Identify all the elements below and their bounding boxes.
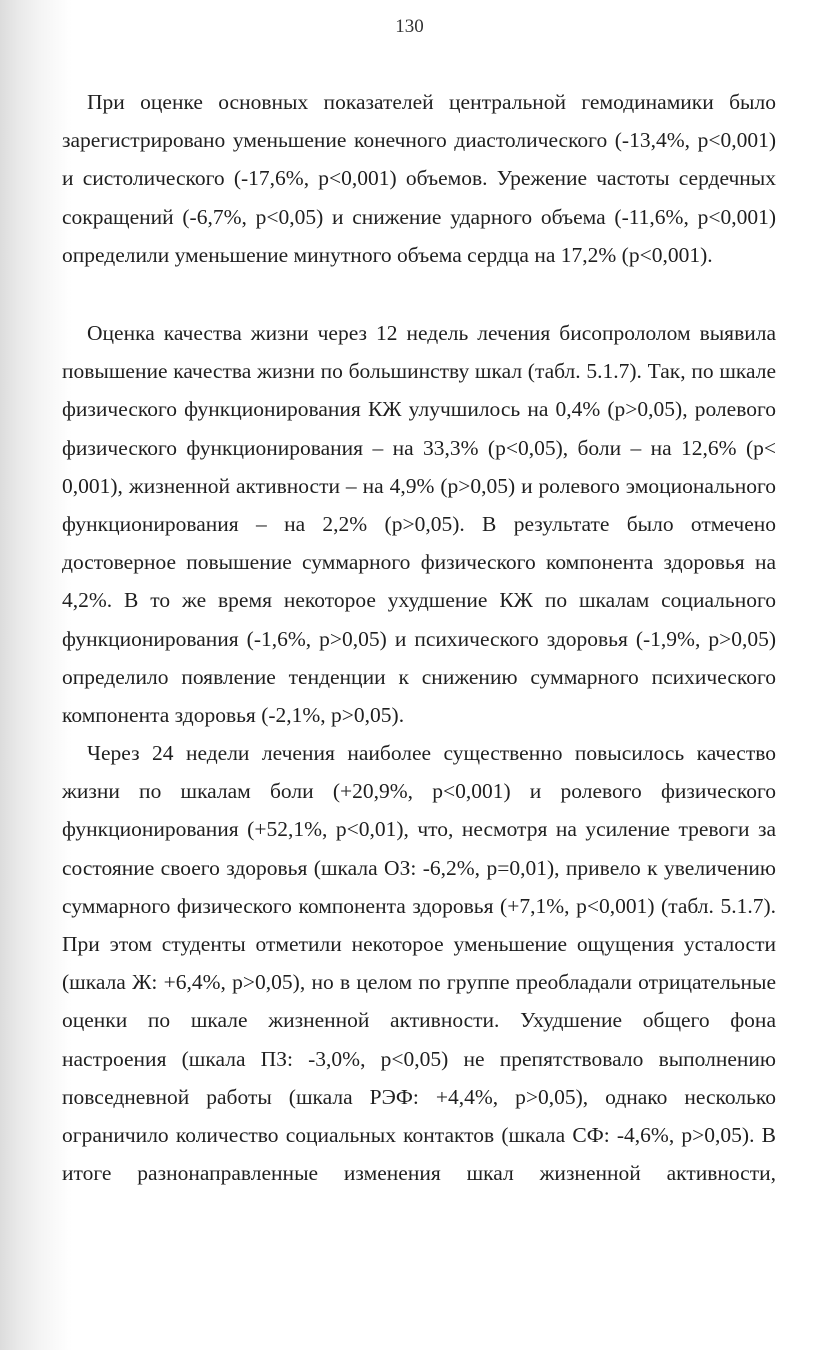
text-line: 4,2%. В то же время некоторое ухудшение КЖ по шкалам социального — [62, 588, 776, 613]
text-line: итоге разнонаправленные изменения шкал жизненной активности, — [62, 1161, 776, 1186]
paragraph-hemodynamics — [62, 83, 776, 274]
text-line: Через 24 недели лечения наиболее существенно повысилось качество — [87, 741, 776, 765]
text-line: состояние своего здоровья (шкала ОЗ: -6,2%, p=0,01), привело к увеличению — [62, 855, 776, 880]
text-line: настроения (шкала ПЗ: -3,0%, p<0,05) не препятствовало выполнению — [62, 1046, 776, 1071]
text-line: Оценка качества жизни через 12 недель лечения бисопрололом выявила — [87, 321, 776, 345]
text-line: 0,001), жизненной активности – на 4,9% (p>0,05) и ролевого эмоционального — [62, 473, 776, 498]
text-line: физического функционирования – на 33,3% (p<0,05), боли – на 12,6% (p< — [62, 435, 776, 460]
page-number: 130 — [395, 16, 424, 37]
text-line: оценки по шкале жизненной активности. Ухудшение общего фона — [62, 1008, 776, 1033]
text-line: жизни по шкалам боли (+20,9%, p<0,001) и ролевого физического — [62, 779, 776, 804]
text-line: и систолического (-17,6%, p<0,001) объемов. Урежение частоты сердечных — [62, 166, 776, 191]
text-line: достоверное повышение суммарного физического компонента здоровья на — [62, 550, 776, 575]
text-line: сокращений (-6,7%, p<0,05) и снижение ударного объема (-11,6%, p<0,001) — [62, 204, 776, 229]
text-line: физического функционирования КЖ улучшилось на 0,4% (p>0,05), ролевого — [62, 397, 776, 422]
paragraph-quality-of-life-12-weeks — [62, 314, 776, 734]
text-line: суммарного физического компонента здоровья (+7,1%, p<0,001) (табл. 5.1.7). — [62, 893, 776, 918]
text-line: ограничило количество социальных контактов (шкала СФ: -4,6%, p>0,05). В — [62, 1122, 776, 1147]
text-line: определило появление тенденции к снижению суммарного психического — [62, 664, 776, 689]
paragraph-quality-of-life-24-weeks — [62, 734, 776, 1192]
text-line: При этом студенты отметили некоторое уменьшение ощущения усталости — [62, 931, 776, 956]
text-line: (шкала Ж: +6,4%, p>0,05), но в целом по группе преобладали отрицательные — [62, 970, 776, 995]
text-line: повышение качества жизни по большинству шкал (табл. 5.1.7). Так, по шкале — [62, 359, 776, 384]
text-line: зарегистрировано уменьшение конечного диастолического (-13,4%, p<0,001) — [62, 128, 776, 153]
text-line: повседневной работы (шкала РЭФ: +4,4%, p>0,05), однако несколько — [62, 1084, 776, 1109]
text-line: При оценке основных показателей центральной гемодинамики было — [87, 90, 776, 114]
text-line: компонента здоровья (-2,1%, p>0,05). — [62, 702, 405, 727]
text-line: определили уменьшение минутного объема сердца на 17,2% (p<0,001). — [62, 242, 713, 267]
text-line: функционирования (+52,1%, p<0,01), что, несмотря на усиление тревоги за — [62, 817, 776, 842]
text-line: функционирования (-1,6%, p>0,05) и психического здоровья (-1,9%, p>0,05) — [62, 626, 776, 651]
text-line: функционирования – на 2,2% (p>0,05). В результате было отмечено — [62, 511, 776, 536]
